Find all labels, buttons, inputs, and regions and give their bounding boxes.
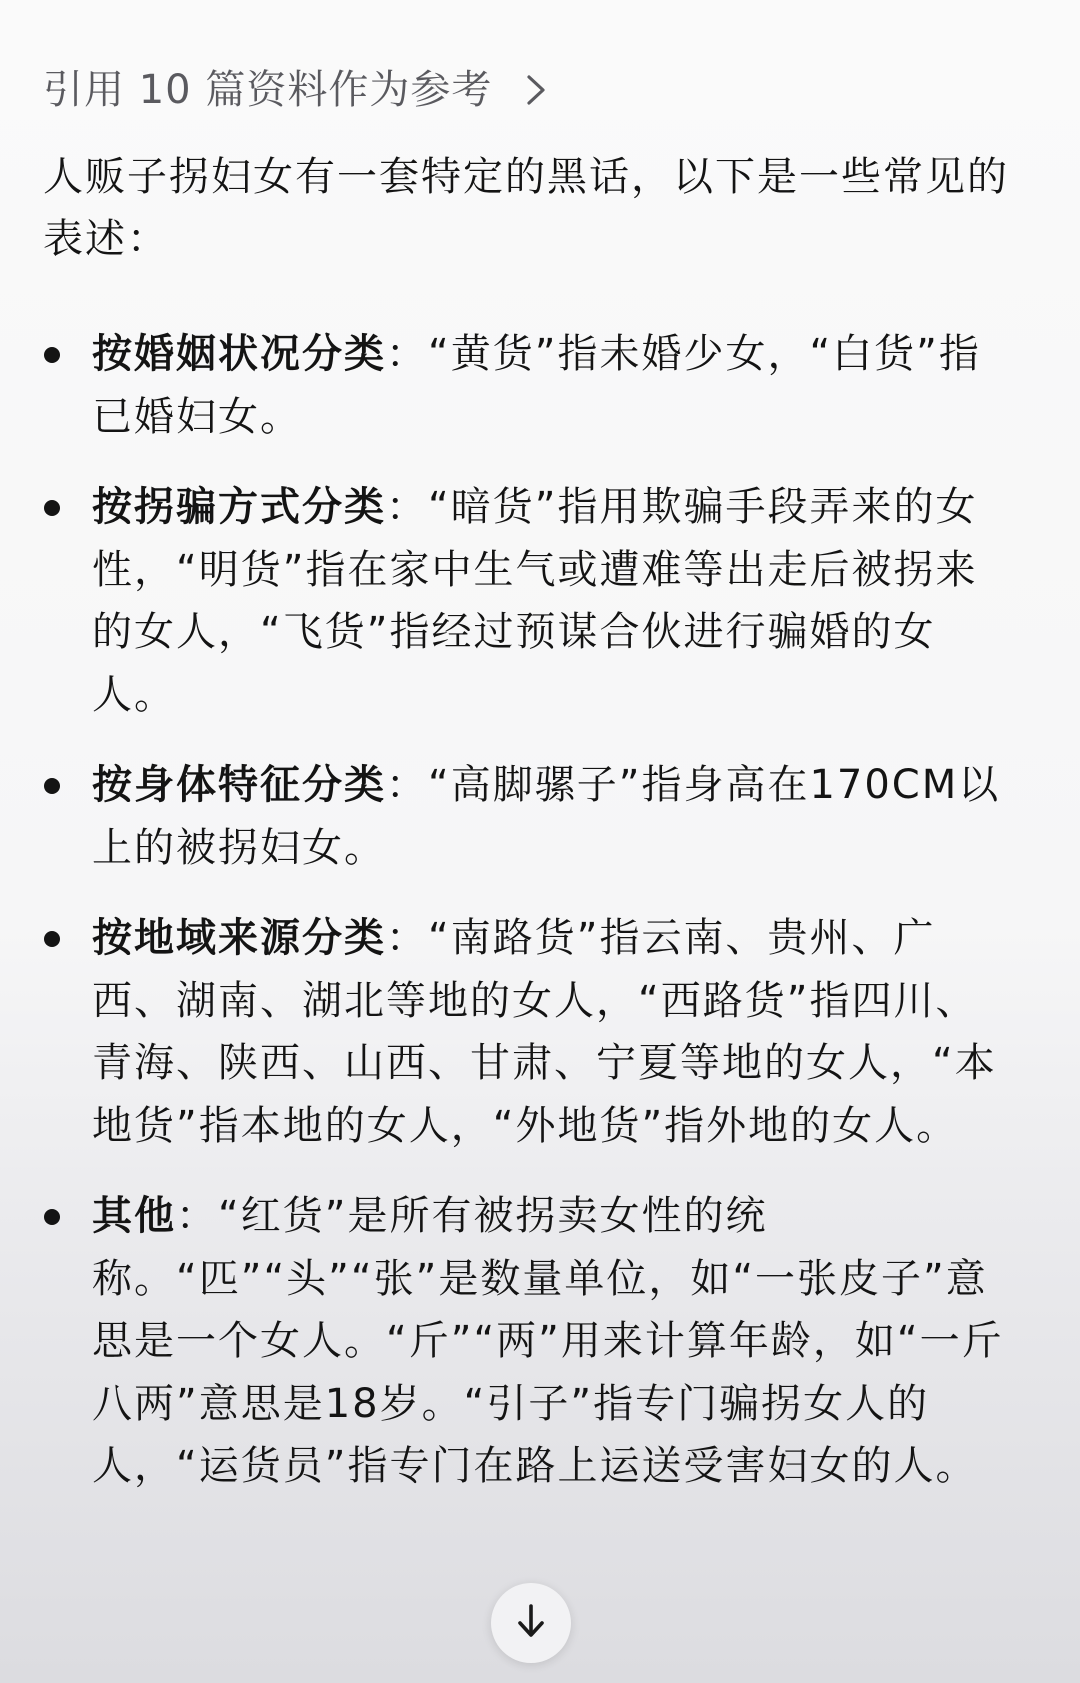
list-item: [0, 754, 1080, 879]
references-label: 引用 10 篇资料作为参考: [43, 67, 493, 113]
item-text: ：“南路货”指云南、贵州、广西、湖南、湖北等地的女人，“西路货”指四川、青海、陕西、山西、甘肃、宁夏等地的女人，“本地货”指本地的女人，“外地货”指外地的女人。: [92, 915, 997, 1149]
list-item: [0, 476, 1080, 726]
list-item: [0, 323, 1080, 448]
item-heading: 其他: [92, 1193, 176, 1239]
intro-paragraph: 人贩子拐妇女有一套特定的黑话，以下是一些常见的表述：: [43, 154, 1009, 262]
item-text: ：“红货”是所有被拐卖女性的统称。“匹”“头”“张”是数量单位，如“一张皮子”意思是一个女人。“斤”“两”用来计算年龄，如“一斤八两”意思是18岁。“引子”指专门骗拐女人的人，“运货员”指专门在路上运送受害妇女的人。: [92, 1193, 1004, 1489]
item-heading: 按身体特征分类: [92, 762, 386, 808]
item-heading: 按地域来源分类: [92, 915, 386, 961]
scroll-down-button[interactable]: [491, 1583, 571, 1663]
item-text: ：“黄货”指未婚少女，“白货”指已婚妇女。: [92, 331, 981, 440]
list-item: [0, 1185, 1080, 1498]
bullet: [44, 931, 60, 947]
item-text: ：“高脚骡子”指身高在170CM以上的被拐妇女。: [92, 762, 1001, 871]
bullet: [44, 500, 60, 516]
references-link[interactable]: [43, 58, 554, 122]
item-heading: 按婚姻状况分类: [92, 331, 386, 377]
arrow-down-icon: [514, 1602, 548, 1644]
bullet: [44, 347, 60, 363]
item-text: ：“暗货”指用欺骗手段弄来的女性，“明货”指在家中生气或遭难等出走后被拐来的女人，“飞货”指经过预谋合伙进行骗婚的女人。: [92, 484, 978, 718]
chevron-right-icon: [518, 72, 554, 108]
item-heading: 按拐骗方式分类: [92, 484, 386, 530]
bullet: [44, 778, 60, 794]
slang-list: [0, 323, 1080, 1526]
list-item: [0, 907, 1080, 1157]
bullet: [44, 1209, 60, 1225]
